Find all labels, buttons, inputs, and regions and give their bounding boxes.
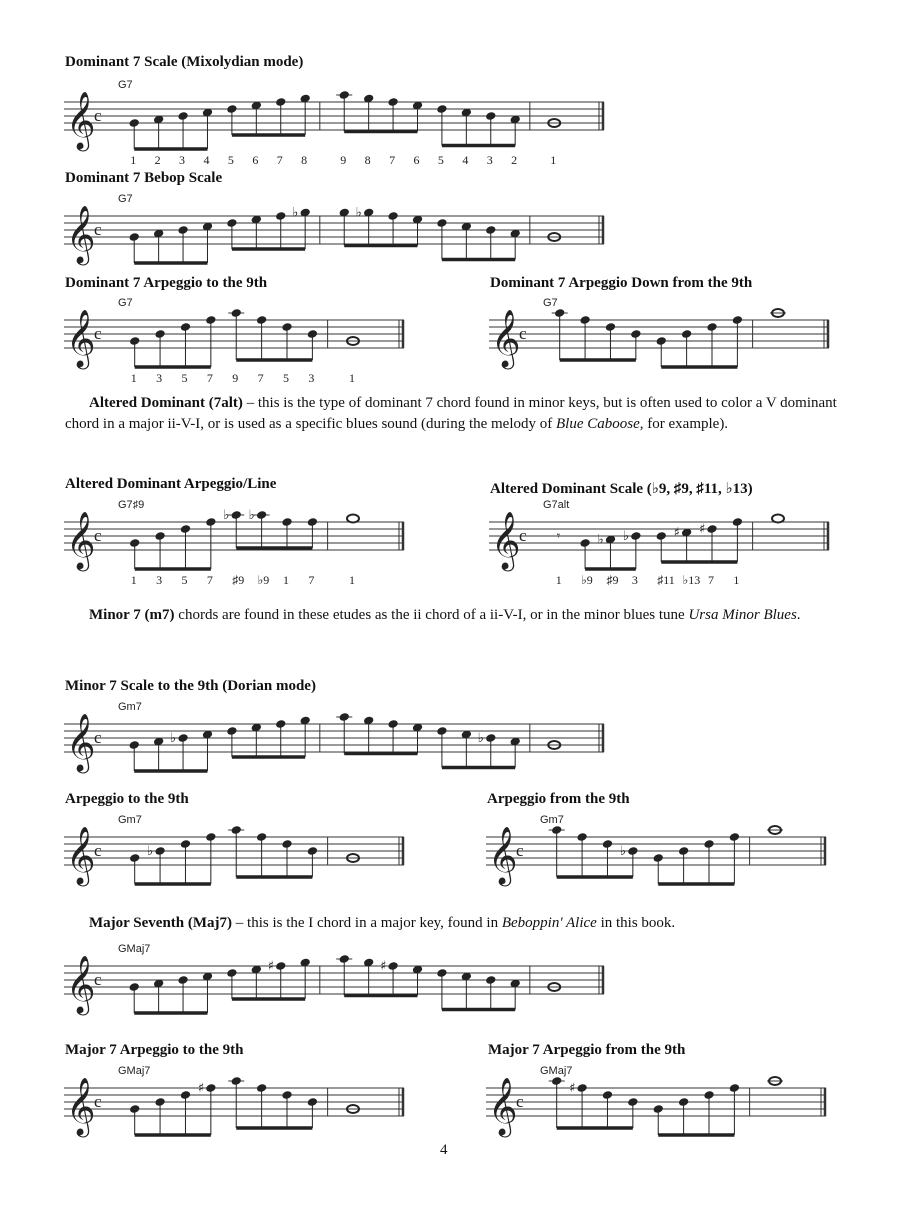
staff-minor-arpeggio-down [484,811,836,883]
treble-clef-icon: 𝄞 [66,1077,96,1135]
paragraph-text: . [796,607,801,623]
scale-degree: 5 [181,573,188,587]
chord-symbol: Gm7 [540,814,564,826]
scale-degree: ♭13 [682,573,701,587]
scale-degree: 5 [283,371,289,385]
heading-minor-7-scale: Minor 7 Scale to the 9th (Dorian mode) [65,678,316,694]
scale-degree: 1 [130,371,137,385]
scale-degree: 4 [462,153,469,167]
common-time-icon: c [94,324,102,343]
heading-dominant-7-arpeggio-down: Dominant 7 Arpeggio Down from the 9th [490,275,753,291]
scale-degree: 7 [308,573,315,587]
flat-icon: ♭ [619,844,626,859]
treble-clef-icon: 𝄞 [491,511,521,569]
common-time-icon: c [516,841,524,860]
flat-icon: ♭ [477,731,484,746]
common-time-icon: c [94,970,102,989]
scale-degree: 7 [389,153,396,167]
staff-altered-arpeggio [62,496,414,588]
scale-degree: 7 [206,371,213,385]
tune-title: Beboppin' Alice [501,915,597,931]
staff-dominant-7-arpeggio-down [487,294,839,366]
scale-degree: 3 [179,153,186,167]
chord-symbol: G7♯9 [118,499,145,511]
sharp-icon: ♯ [380,959,387,974]
staff-major-arpeggio-down [484,1062,836,1134]
flat-icon: ♭ [622,529,629,544]
staff-minor-7-scale [62,698,614,770]
chord-symbol: Gm7 [118,701,142,713]
common-time-icon: c [519,526,527,545]
heading-major-7-arpeggio-up: Major 7 Arpeggio to the 9th [65,1042,244,1058]
chord-symbol: G7 [118,297,133,309]
scale-degree: 8 [301,153,308,167]
sharp-icon: ♯ [569,1081,576,1096]
scale-degree: 1 [130,573,137,587]
paragraph-minor-7 [65,605,840,626]
scale-degree: 9 [232,371,239,385]
flat-icon: ♭ [147,844,154,859]
heading-minor-arpeggio-up: Arpeggio to the 9th [65,791,189,807]
scale-degree: 1 [349,371,355,385]
chord-symbol: G7 [543,297,558,309]
heading-dominant-7-scale: Dominant 7 Scale (Mixolydian mode) [65,54,304,70]
sharp-icon: ♯ [673,525,680,541]
chord-symbol: Gm7 [118,814,142,826]
heading-dominant-7-bebop: Dominant 7 Bebop Scale [65,170,223,186]
paragraph-text: , for example). [639,416,729,432]
scale-degree: 3 [156,371,163,385]
scale-degree: 9 [340,153,347,167]
scale-degree: 2 [511,153,518,167]
common-time-icon: c [94,106,102,125]
flat-icon: ♭ [248,508,255,523]
flat-icon: ♭ [355,205,362,221]
chord-symbol: G7 [118,193,133,205]
heading-minor-arpeggio-down: Arpeggio from the 9th [487,791,630,807]
scale-degree: 8 [364,153,371,167]
scale-degree: 7 [276,153,283,167]
term-major-7: Major Seventh (Maj7) [89,915,233,931]
heading-altered-scale: Altered Dominant Scale (♭9, ♯9, ♯11, ♭13) [490,481,753,497]
flat-icon: ♭ [292,205,299,221]
heading-dominant-7-arpeggio-up: Dominant 7 Arpeggio to the 9th [65,275,268,291]
chord-symbol: GMaj7 [540,1065,573,1077]
scale-degree: 7 [708,573,714,587]
scale-degree: ♯9 [232,573,245,587]
treble-clef-icon: 𝄞 [488,826,518,884]
eighth-rest-icon: 𝄾 [556,529,561,544]
treble-clef-icon: 𝄞 [66,955,96,1013]
scale-degree: 1 [130,153,137,167]
treble-clef-icon: 𝄞 [66,511,96,569]
treble-clef-icon: 𝄞 [66,91,96,149]
common-time-icon: c [94,220,102,239]
scale-degree: 5 [181,371,188,385]
common-time-icon: c [94,728,102,747]
tune-title: Blue Caboose [556,416,640,432]
scale-degree: 3 [486,153,493,167]
staff-dominant-7-scale [62,76,614,166]
whole-note [772,515,784,523]
paragraph-text: – this is the I chord in a major key, found in [232,915,502,931]
common-time-icon: c [94,526,102,545]
term-minor-7: Minor 7 (m7) [89,607,175,623]
staff-minor-arpeggio-up [62,811,414,883]
treble-clef-icon: 𝄞 [66,309,96,367]
term-altered-dominant: Altered Dominant (7alt) [89,395,243,411]
sharp-icon: ♯ [699,522,706,537]
scale-degree: ♭9 [581,573,593,587]
paragraph-text: chords are found in these etudes as the ii chord of a ii-V-I, or in the minor blues tune [174,607,689,623]
treble-clef-icon: 𝄞 [66,713,96,771]
staff-altered-scale [487,496,839,588]
scale-degree: 1 [555,573,562,587]
treble-clef-icon: 𝄞 [488,1077,518,1135]
sharp-icon: ♯ [197,1081,205,1096]
scale-degree: 7 [257,371,264,385]
sharp-icon: ♯ [267,959,275,974]
scale-degree: ♭9 [257,573,270,587]
page-number: 4 [440,1142,448,1158]
scale-degree: 4 [203,153,210,167]
scale-degree: 5 [437,153,444,167]
staff-dominant-7-arpeggio-up [62,294,414,386]
scale-degree: ♯11 [657,573,675,587]
scale-degree: 5 [227,153,234,167]
treble-clef-icon: 𝄞 [66,205,96,263]
scale-degree: 7 [206,573,213,587]
flat-icon: ♭ [170,731,177,746]
scale-degree: 1 [733,573,740,587]
scale-degree: 3 [156,573,163,587]
tune-title: Ursa Minor Blues [688,607,797,623]
heading-major-7-arpeggio-down: Major 7 Arpeggio from the 9th [488,1042,686,1058]
whole-note [347,515,359,523]
staff-dominant-7-bebop [62,190,614,263]
common-time-icon: c [94,1092,102,1111]
scale-degree: 1 [283,573,289,587]
treble-clef-icon: 𝄞 [491,309,521,367]
scale-degree: 2 [154,153,161,167]
scale-degree: 1 [550,153,557,167]
staff-major-arpeggio-up [62,1062,414,1134]
paragraph-text: – this is the type of dominant 7 chord found in minor keys, but is often used to color a V dominant chord in a major ii-V-I, or is used as a specific blues sound (during the melody of [65,395,837,432]
common-time-icon: c [516,1092,524,1111]
staff-major-7-scale [62,940,614,1012]
chord-symbol: G7 [118,79,133,91]
flat-icon: ♭ [223,508,230,523]
paragraph-major-7 [65,913,840,934]
chord-symbol: GMaj7 [118,943,151,955]
scale-degree: 6 [252,153,259,167]
scale-degree: 6 [413,153,420,167]
heading-altered-arpeggio: Altered Dominant Arpeggio/Line [65,476,277,492]
scale-degree: 3 [308,371,315,385]
chord-symbol: GMaj7 [118,1065,151,1077]
paragraph-text: in this book. [596,915,676,931]
common-time-icon: c [94,841,102,860]
scale-degree: 1 [349,573,355,587]
paragraph-altered-dominant [65,393,840,435]
scale-degree: 3 [631,573,638,587]
scale-degree: ♯9 [606,573,619,587]
common-time-icon: c [519,324,527,343]
flat-icon: ♭ [597,532,604,548]
treble-clef-icon: 𝄞 [66,826,96,884]
chord-symbol: G7alt [543,499,570,511]
